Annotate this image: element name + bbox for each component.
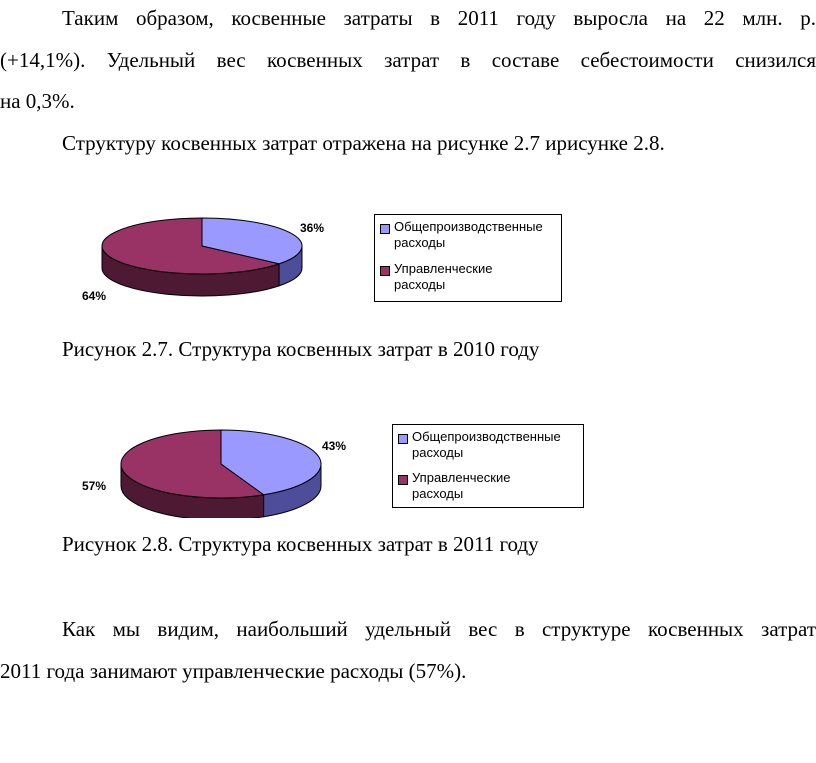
- slice-general-percent-label: 43%: [322, 439, 347, 453]
- legend-swatch-general: [380, 224, 390, 234]
- figure-caption-2-7: Рисунок 2.7. Структура косвенных затрат в 2010 году: [62, 337, 540, 361]
- legend-label-management: Управленческие расходы: [412, 470, 511, 501]
- pie-chart-2010: [80, 208, 340, 308]
- legend-label-management: Управленческие расходы: [394, 261, 493, 292]
- paragraph-1-line-1: Таким образом, косвенные затраты в 2011 году выросла на 22 млн. р.: [62, 6, 816, 30]
- legend-swatch-general: [398, 434, 408, 444]
- legend-label-general: Общепроизводственные расходы: [394, 219, 543, 250]
- legend-label-general: Общепроизводственные расходы: [412, 429, 561, 460]
- pie-chart-2011: [72, 418, 352, 518]
- paragraph-1-line-3: на 0,3%.: [0, 89, 75, 113]
- legend-swatch-management: [398, 475, 408, 485]
- slice-management-percent-label: 57%: [82, 479, 107, 493]
- legend-swatch-management: [380, 266, 390, 276]
- figure-caption-2-8: Рисунок 2.8. Структура косвенных затрат в 2011 году: [62, 532, 539, 556]
- paragraph-1-line-2: (+14,1%). Удельный вес косвенных затрат в составе себестоимости снизился: [0, 48, 816, 72]
- chart-legend-2010: [374, 214, 562, 302]
- paragraph-3-line-1: Как мы видим, наибольший удельный вес в структуре косвенных затрат: [62, 617, 816, 641]
- paragraph-3-line-2: 2011 года занимают управленческие расходы (57%).: [0, 659, 467, 683]
- slice-general-percent-label: 36%: [300, 221, 325, 235]
- slice-management-percent-label: 64%: [82, 289, 107, 303]
- chart-legend-2011: [392, 424, 584, 508]
- paragraph-2: Структуру косвенных затрат отражена на рисунке 2.7 ирисунке 2.8.: [62, 131, 665, 155]
